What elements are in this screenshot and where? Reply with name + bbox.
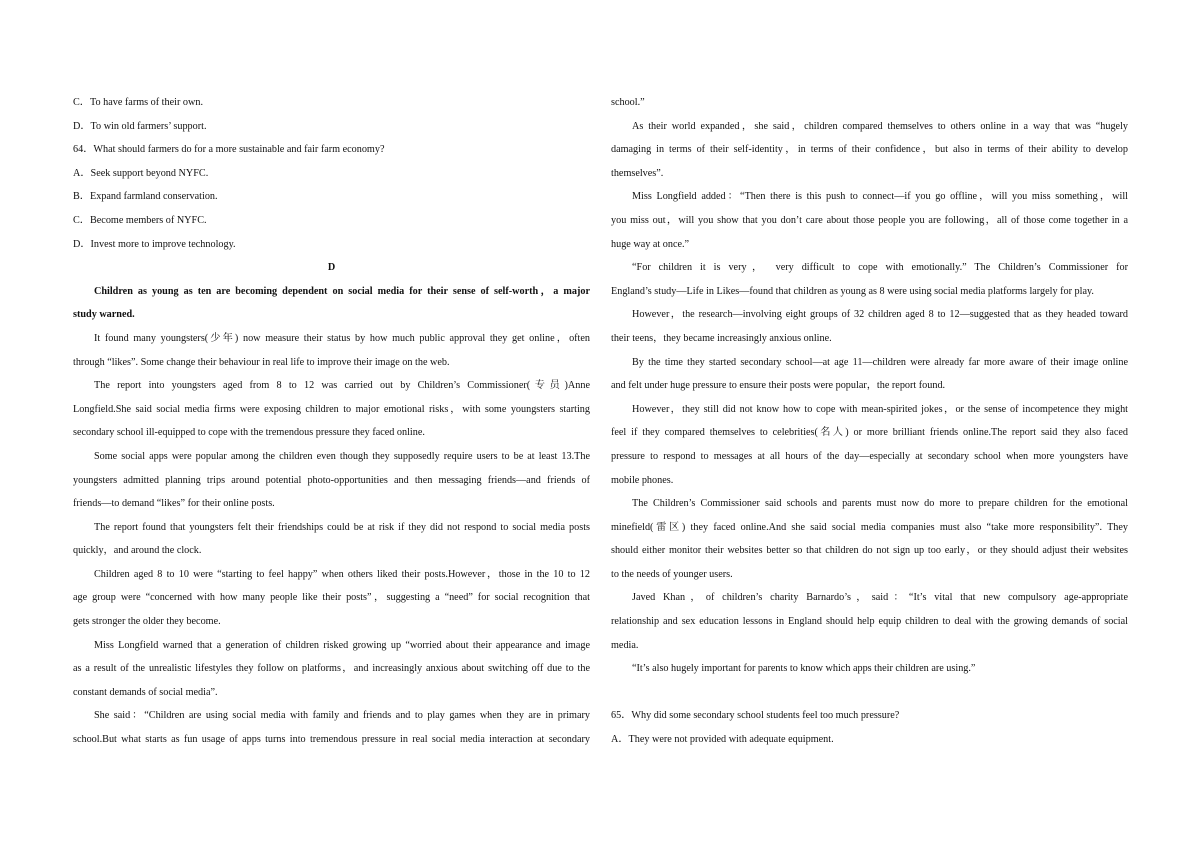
text-line: themselves”. bbox=[611, 167, 664, 179]
text-line: should either monitor their websites better so that children do not sign up too early，or they should adjust their websites bbox=[611, 545, 1128, 557]
text-line: relationship and sex education lessons in England should help equip children to deal with the growing demands of social bbox=[611, 616, 1128, 628]
text-line: huge way at once.” bbox=[611, 238, 690, 250]
text-line: minefield(雷区) they faced online.And she said social media companies must also “take more responsibility”. They bbox=[611, 521, 1128, 533]
text-line: you miss out，will you show that you don’t care about those people you are following，all of those come together in a bbox=[611, 214, 1128, 226]
text-line: D bbox=[327, 262, 336, 274]
text-line: The report found that youngsters felt their friendships could be at risk if they did not respond to social media posts bbox=[94, 521, 590, 533]
text-line: “It’s also hugely important for parents to know which apps their children are using.” bbox=[632, 663, 976, 675]
text-line: youngsters admitted planning trips around potential photo-opportunities and then messaging friends—and friends of bbox=[73, 474, 590, 486]
text-line: Longfield.She said social media firms were exposing children to major emotional risks，with some youngsters starting bbox=[73, 403, 590, 415]
text-line bbox=[611, 681, 1128, 705]
text-line: constant demands of social media”. bbox=[73, 686, 218, 698]
text-line: However，they still did not know how to cope with mean-spirited jokes，or the sense of incompetence they might bbox=[632, 403, 1128, 415]
text-line: secondary school ill-equipped to cope with the tremendous pressure they faced online. bbox=[73, 427, 425, 439]
text-line: B．Expand farmland conservation. bbox=[73, 191, 218, 203]
text-line: school.” bbox=[611, 97, 645, 108]
text-line: to the needs of younger users. bbox=[611, 568, 733, 580]
text-line: and felt under huge pressure to ensure their posts were popular，the report found. bbox=[611, 380, 946, 392]
text-line: 65．Why did some secondary school students feel too much pressure? bbox=[611, 710, 900, 722]
text-line: study warned. bbox=[73, 309, 135, 321]
text-line: damaging in terms of their self-identity，in terms of their confidence，but also in terms of their ability to develop bbox=[611, 144, 1128, 156]
text-line: quickly，and around the clock. bbox=[73, 545, 202, 557]
text-line: mobile phones. bbox=[611, 474, 674, 486]
text-line: Javed Khan，of children’s charity Barnardo’s，said：“It’s vital that new compulsory age-appropriate bbox=[632, 592, 1128, 604]
text-line: The report into youngsters aged from 8 to 12 was carried out by Children’s Commissioner(专员)Anne bbox=[94, 380, 590, 392]
text-line: school.But what starts as fun usage of apps turns into tremendous pressure in real social media interaction at secondary bbox=[73, 734, 590, 746]
text-line: She said：“Children are using social media with family and friends and to play games when they are in primary bbox=[94, 710, 590, 722]
text-line: as a result of the unrealistic lifestyles they follow on platforms，and increasingly anxious about switching off due to the bbox=[73, 663, 590, 675]
text-line: through “likes”. Some change their behaviour in real life to improve their image on the web. bbox=[73, 356, 450, 368]
text-line: Miss Longfield warned that a generation of children risked growing up “worried about their appearance and image bbox=[94, 639, 590, 651]
text-line: As their world expanded，she said，children compared themselves to others online in a way that was “hugely bbox=[632, 120, 1128, 132]
text-line: C．Become members of NYFC. bbox=[73, 214, 207, 226]
text-line: It found many youngsters(少年) now measure their status by how much public approval they get online，often bbox=[94, 332, 590, 344]
text-line: age group were “concerned with how many people like their posts”，suggesting a “need” for social recognition that bbox=[73, 592, 590, 604]
text-line: media. bbox=[611, 639, 639, 651]
text-line: “For children it is very， very difficult to cope with emotionally.” The Children’s Commissioner for bbox=[632, 262, 1128, 274]
text-line: Children as young as ten are becoming dependent on social media for their sense of self-worth，a major bbox=[94, 285, 590, 297]
text-line: Children aged 8 to 10 were “starting to feel happy” when others liked their posts.However，those in the 10 to 12 bbox=[94, 568, 590, 580]
right-column bbox=[611, 91, 1128, 752]
text-line: C．To have farms of their own. bbox=[73, 97, 203, 108]
text-line: D．To win old farmers’ support. bbox=[73, 120, 207, 132]
text-line: However，the research—involving eight groups of 32 children aged 8 to 12—suggested that as they headed toward bbox=[632, 309, 1128, 321]
text-line: friends—to demand “likes” for their online posts. bbox=[73, 498, 275, 510]
left-column bbox=[73, 91, 590, 752]
text-line: A．Seek support beyond NYFC. bbox=[73, 167, 209, 179]
text-line: England’s study—Life in Likes—found that children as young as 8 were using social media platforms largely for play. bbox=[611, 285, 1094, 297]
text-line: A．They were not provided with adequate equipment. bbox=[611, 734, 834, 746]
text-line: The Children’s Commissioner said schools and parents must now do more to prepare children for the emotional bbox=[632, 498, 1128, 510]
text-line: Miss Longfield added：“Then there is this push to connect—if you go offline，will you miss something，will bbox=[632, 191, 1128, 203]
text-line: Some social apps were popular among the children even though they supposedly require users to be at least 13.The bbox=[94, 450, 590, 462]
text-line: 64．What should farmers do for a more sustainable and fair farm economy? bbox=[73, 144, 385, 156]
text-line: feel if they compared themselves to celebrities(名人) or more brilliant friends online.The report said they also faced bbox=[611, 427, 1128, 439]
text-line: gets stronger the older they become. bbox=[73, 616, 221, 628]
text-line: pressure to respond to messages at all hours of the day—especially at secondary school when more youngsters have bbox=[611, 450, 1128, 462]
text-line: their teens，they became increasingly anxious online. bbox=[611, 332, 832, 344]
text-line: D．Invest more to improve technology. bbox=[73, 238, 236, 250]
text-line: By the time they started secondary school—at age 11—children were already far more aware of their image online bbox=[632, 356, 1128, 368]
